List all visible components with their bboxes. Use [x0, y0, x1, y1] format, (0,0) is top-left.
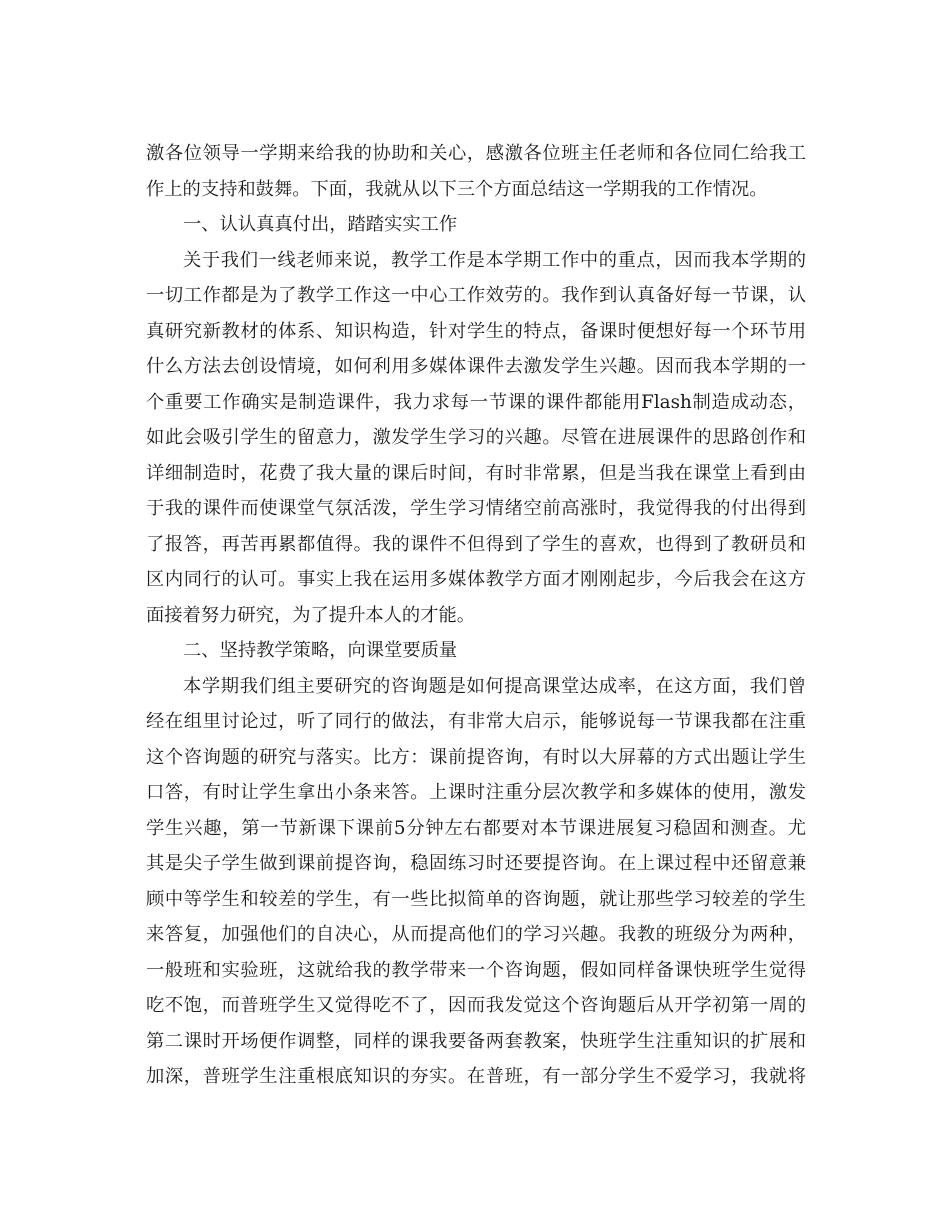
text-line: 于我的课件而使课堂气氛活泼，学生学习情绪空前高涨时，我觉得我的付出得到 [146, 498, 806, 519]
text-line: 顾中等学生和较差的学生，有一些比拟简单的咨询题，就让那些学习较差的学生 [146, 888, 806, 910]
text-line: 激各位领导一学期来给我的协助和关心，感激各位班主任老师和各位同仁给我工 [146, 143, 806, 164]
text-line: 口答，有时让学生拿出小条来答。上课时注重分层次教学和多媒体的使用，激发 [146, 782, 806, 803]
text-line: 区内同行的认可。事实上我在运用多媒体教学方面才刚刚起步，今后我会在这方 [146, 569, 806, 590]
text-line: 个重要工作确实是制造课件，我力求每一节课的课件都能用Flash制造成动态， [146, 391, 806, 413]
text-line: 真研究新教材的体系、知识构造，针对学生的特点，备课时便想好每一个环节用 [146, 320, 806, 342]
text-line: 其是尖子学生做到课前提咨询，稳固练习时还要提咨询。在上课过程中还留意兼 [146, 853, 806, 874]
text-line: 一般班和实验班，这就给我的教学带来一个咨询题，假如同样备课快班学生觉得 [146, 959, 806, 981]
text-line: 学生兴趣，第一节新课下课前5分钟左右都要对本节课进展复习稳固和测查。尤 [146, 817, 806, 839]
text-line: 面接着努力研究，为了提升本人的才能。 [146, 604, 476, 626]
text-line: 这个咨询题的研究与落实。比方：课前提咨询，有时以大屏幕的方式出题让学生 [146, 746, 806, 768]
text-line: 如此会吸引学生的留意力，激发学生学习的兴趣。尽管在进展课件的思路创作和 [146, 427, 806, 448]
text-line: 详细制造时，花费了我大量的课后时间，有时非常累，但是当我在课堂上看到由 [146, 462, 806, 484]
text-line: 吃不饱，而普班学生又觉得吃不了，因而我发觉这个咨询题后从开学初第一周的 [146, 995, 806, 1016]
text-line: 一切工作都是为了教学工作这一中心工作效劳的。我作到认真备好每一节课，认 [146, 285, 806, 306]
text-line: 作上的支持和鼓舞。下面，我就从以下三个方面总结这一学期我的工作情况。 [146, 178, 768, 200]
text-line: 了报答，再苦再累都值得。我的课件不但得到了学生的喜欢，也得到了教研员和 [146, 533, 806, 555]
text-line: 什么方法去创设情境，如何利用多媒体课件去激发学生兴趣。因而我本学期的一 [146, 356, 806, 377]
document-body [146, 136, 806, 1095]
paragraph-first-line: 一、认认真真付出，踏踏实实工作 [183, 214, 458, 235]
paragraph-first-line: 二、坚持教学策略，向课堂要质量 [183, 640, 458, 661]
paragraph-first-line: 关于我们一线老师来说，教学工作是本学期工作中的重点，因而我本学期的 [183, 249, 806, 271]
text-line: 加深，普班学生注重根底知识的夯实。在普班，有一部分学生不爱学习，我就将 [146, 1066, 806, 1087]
text-line: 经在组里讨论过，听了同行的做法，有非常大启示，能够说每一节课我都在注重 [146, 711, 806, 732]
text-line: 来答复，加强他们的自决心，从而提高他们的学习兴趣。我教的班级分为两种， [146, 924, 806, 945]
text-line: 第二课时开场便作调整，同样的课我要备两套教案，快班学生注重知识的扩展和 [146, 1030, 806, 1052]
paragraph-first-line: 本学期我们组主要研究的咨询题是如何提高课堂达成率，在这方面，我们曾 [183, 675, 806, 697]
